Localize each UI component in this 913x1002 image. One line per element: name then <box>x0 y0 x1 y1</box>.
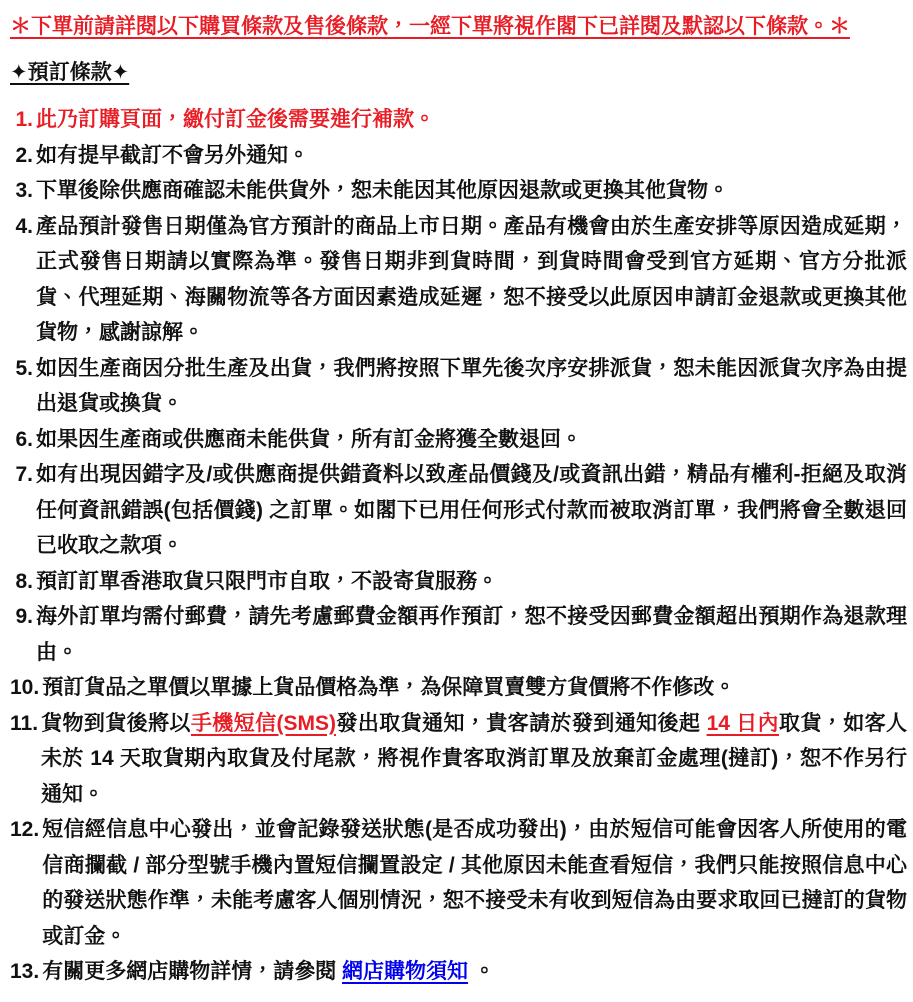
term-item <box>10 351 907 422</box>
shop-guide-link[interactable]: 網店購物須知 <box>342 960 469 983</box>
term-text-segment: 產品預計發售日期僅為官方預計的商品上市日期。產品有機會由於生產安排等原因造成延期，正式發售日期請以實際為準。發售日期非到貨時間，到貨時間會受到官方延期、官方分批派貨、代理延期、海關物流等各方面因素造成延遲，恕不接受以此原因申請訂金退款或更換其他貨物，感謝諒解。 <box>36 214 907 344</box>
term-text-segment: 如有提早截訂不會另外通知。 <box>36 143 309 167</box>
term-text <box>33 209 907 351</box>
term-number: 11. <box>10 711 39 735</box>
term-number: 7. <box>15 463 33 486</box>
term-text <box>33 457 907 564</box>
term-text-segment: 預訂貨品之單價以單據上貨品價格為準，為保障買賣雙方貨價將不作修改。 <box>42 676 736 699</box>
term-item <box>10 954 907 990</box>
term-number: 5. <box>15 356 33 380</box>
term-item <box>10 670 907 706</box>
term-text <box>33 173 907 209</box>
term-number: 8. <box>15 569 33 593</box>
term-item <box>10 812 907 954</box>
term-text-segment: 如有出現因錯字及/或供應商提供錯資料以致產品價錢及/或資訊出錯，精品有權利-拒絕及取消任何資訊錯誤(包括價錢) 之訂單。如閣下已用任何形式付款而被取消訂單，我們將會全數退回已收取之款項。 <box>36 463 907 557</box>
term-item <box>10 102 907 138</box>
term-text-segment: 下單後除供應商確認未能供貨外，恕未能因其他原因退款或更換其他貨物。 <box>36 179 729 202</box>
term-text <box>33 599 907 670</box>
highlighted-term-text: 14 日內 <box>706 711 779 735</box>
term-text-segment: 海外訂單均需付郵費，請先考慮郵費金額再作預訂，恕不接受因郵費金額超出預期作為退款理由。 <box>36 605 907 664</box>
term-text-segment: 如果因生產商或供應商未能供貨，所有訂金將獲全數退回。 <box>36 427 582 451</box>
term-number: 9. <box>15 605 33 628</box>
term-text-segment: 取貨，如客人未於 14 天取貨期內取貨及付尾款，將視作貴客取消訂單及放棄訂金處理(撻訂)，恕不作另行通知。 <box>41 711 908 806</box>
term-number: 13. <box>10 960 40 983</box>
term-text-segment: 貨物到貨後將以 <box>41 711 191 735</box>
term-item <box>10 564 907 600</box>
term-text <box>33 351 907 422</box>
term-text-segment: 有關更多網店購物詳情，請參閱 <box>42 960 343 983</box>
term-text <box>33 138 907 174</box>
term-text <box>33 564 907 600</box>
term-text-segment: 此乃訂購頁面，繳付訂金後需要進行補款。 <box>36 108 435 131</box>
term-text-segment: 預訂訂單香港取貨只限門市自取，不設寄貨服務。 <box>36 569 498 593</box>
term-text <box>33 102 907 138</box>
term-text-segment: 。 <box>468 960 495 983</box>
term-text <box>33 422 907 458</box>
section-title: ✦預訂條款✦ <box>10 61 130 84</box>
term-item <box>10 599 907 670</box>
term-number: 6. <box>15 427 33 451</box>
term-number: 2. <box>15 143 33 167</box>
term-number: 3. <box>15 179 33 202</box>
term-item <box>10 457 907 564</box>
term-number: 1. <box>15 108 33 131</box>
term-item <box>10 706 907 813</box>
term-number: 10. <box>10 676 40 699</box>
term-text <box>39 812 907 954</box>
pre-order-notice: ＊下單前請詳閱以下購買條款及售後條款，一經下單將視作閣下已詳閱及默認以下條款。＊ <box>10 15 850 38</box>
term-text-segment: 如因生產商因分批生產及出貨，我們將按照下單先後次序安排派貨，恕未能因派貨次序為由提出退貨或換貨。 <box>36 356 907 415</box>
term-text <box>39 954 907 990</box>
highlighted-term-text: 手機短信(SMS) <box>190 711 337 735</box>
term-number: 4. <box>15 214 33 238</box>
term-item <box>10 209 907 351</box>
term-item <box>10 422 907 458</box>
term-number: 12. <box>10 818 40 841</box>
term-text-segment: 短信經信息中心發出，並會記錄發送狀態(是否成功發出)，由於短信可能會因客人所使用的電信商攔截 / 部分型號手機內置短信攔置設定 / 其他原因未能查看短信，我們只能按照信息中心的發送狀態作準，未能考慮客人個別情況，恕不接受未有收到短信為由要求取回已撻訂的貨物或訂金。 <box>42 818 907 948</box>
terms-list <box>10 102 907 990</box>
term-text-segment: 發出取貨通知，貴客請於發到通知後起 <box>336 711 707 735</box>
term-text <box>39 670 907 706</box>
term-item <box>10 138 907 174</box>
term-text <box>38 706 907 813</box>
term-item <box>10 173 907 209</box>
